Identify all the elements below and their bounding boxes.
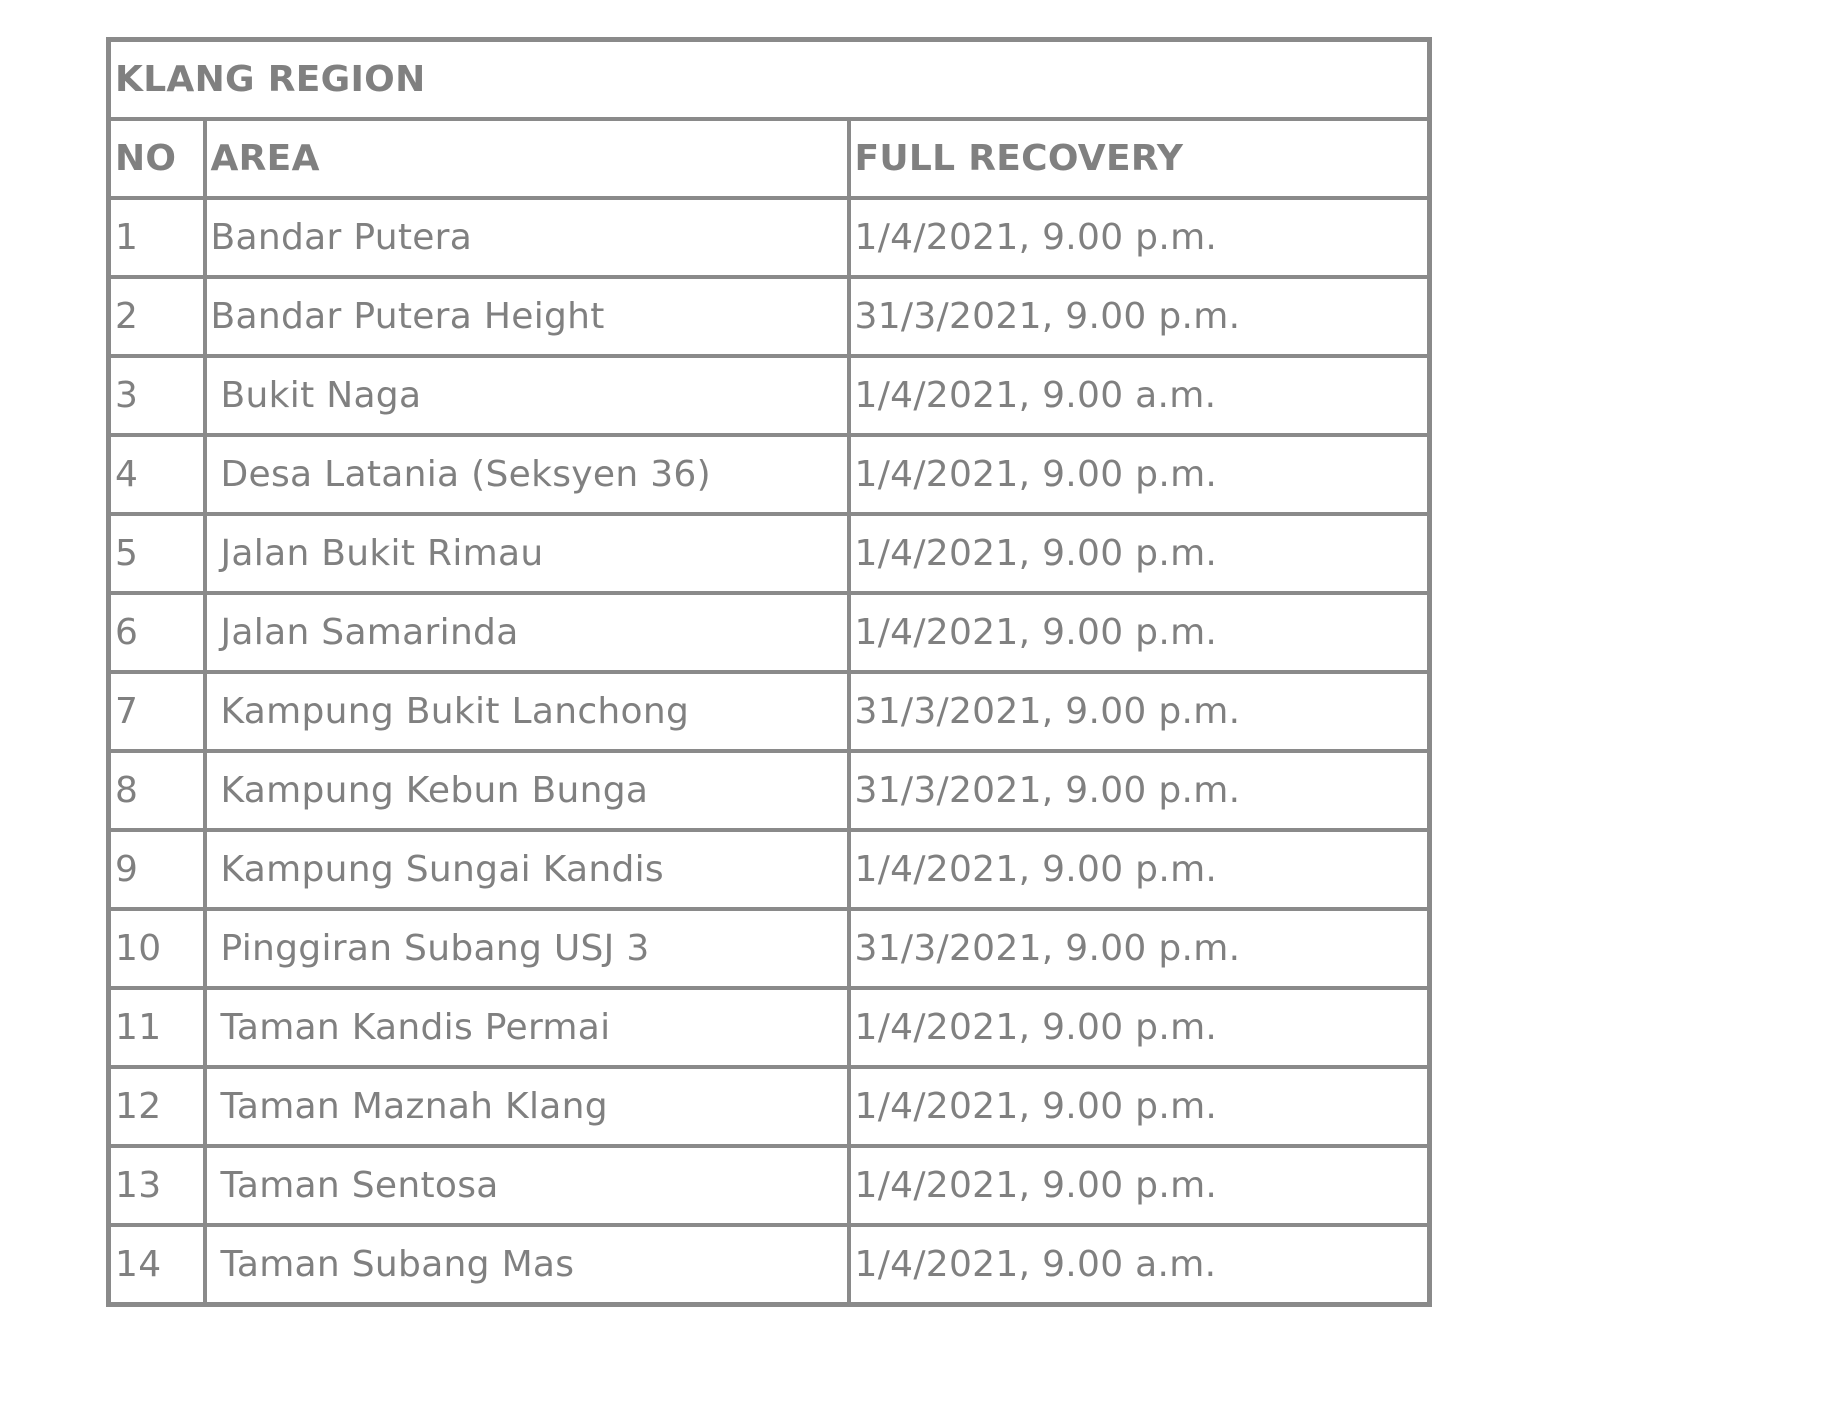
row-full-recovery: 1/4/2021, 9.00 p.m. xyxy=(849,593,1430,672)
row-full-recovery: 31/3/2021, 9.00 p.m. xyxy=(849,672,1430,751)
row-number: 13 xyxy=(109,1146,205,1225)
table-row xyxy=(109,672,1430,751)
row-area: Kampung Bukit Lanchong xyxy=(205,672,849,751)
row-full-recovery: 31/3/2021, 9.00 p.m. xyxy=(849,277,1430,356)
row-full-recovery: 1/4/2021, 9.00 p.m. xyxy=(849,1146,1430,1225)
row-number: 12 xyxy=(109,1067,205,1146)
row-area: Kampung Kebun Bunga xyxy=(205,751,849,830)
row-area: Bukit Naga xyxy=(205,356,849,435)
table-title-row xyxy=(109,40,1430,120)
table-row xyxy=(109,198,1430,277)
row-full-recovery: 1/4/2021, 9.00 p.m. xyxy=(849,435,1430,514)
table-row xyxy=(109,830,1430,909)
table-row xyxy=(109,277,1430,356)
row-area: Taman Subang Mas xyxy=(205,1225,849,1305)
row-area: Jalan Bukit Rimau xyxy=(205,514,849,593)
table-header-row xyxy=(109,119,1430,198)
table-row xyxy=(109,988,1430,1067)
row-number: 1 xyxy=(109,198,205,277)
row-number: 7 xyxy=(109,672,205,751)
table-row xyxy=(109,356,1430,435)
row-full-recovery: 1/4/2021, 9.00 a.m. xyxy=(849,356,1430,435)
row-number: 3 xyxy=(109,356,205,435)
row-full-recovery: 1/4/2021, 9.00 p.m. xyxy=(849,988,1430,1067)
row-area: Taman Kandis Permai xyxy=(205,988,849,1067)
row-area: Taman Sentosa xyxy=(205,1146,849,1225)
table-row xyxy=(109,751,1430,830)
header-area: AREA xyxy=(205,119,849,198)
row-number: 9 xyxy=(109,830,205,909)
header-no: NO xyxy=(109,119,205,198)
row-area: Bandar Putera Height xyxy=(205,277,849,356)
row-area: Kampung Sungai Kandis xyxy=(205,830,849,909)
row-number: 8 xyxy=(109,751,205,830)
row-number: 2 xyxy=(109,277,205,356)
row-full-recovery: 31/3/2021, 9.00 p.m. xyxy=(849,909,1430,988)
table-row xyxy=(109,1146,1430,1225)
row-number: 11 xyxy=(109,988,205,1067)
row-area: Jalan Samarinda xyxy=(205,593,849,672)
row-number: 4 xyxy=(109,435,205,514)
row-area: Desa Latania (Seksyen 36) xyxy=(205,435,849,514)
klang-region-table xyxy=(106,37,1432,1307)
table-row xyxy=(109,909,1430,988)
row-number: 14 xyxy=(109,1225,205,1305)
row-full-recovery: 31/3/2021, 9.00 p.m. xyxy=(849,751,1430,830)
region-title: KLANG REGION xyxy=(109,40,1430,120)
row-full-recovery: 1/4/2021, 9.00 p.m. xyxy=(849,1067,1430,1146)
table-row xyxy=(109,435,1430,514)
row-full-recovery: 1/4/2021, 9.00 p.m. xyxy=(849,198,1430,277)
row-area: Pinggiran Subang USJ 3 xyxy=(205,909,849,988)
row-area: Bandar Putera xyxy=(205,198,849,277)
row-number: 6 xyxy=(109,593,205,672)
region-table-container xyxy=(106,37,1427,1307)
table-row xyxy=(109,514,1430,593)
header-full-recovery: FULL RECOVERY xyxy=(849,119,1430,198)
table-row xyxy=(109,1225,1430,1305)
row-full-recovery: 1/4/2021, 9.00 p.m. xyxy=(849,514,1430,593)
row-full-recovery: 1/4/2021, 9.00 a.m. xyxy=(849,1225,1430,1305)
row-number: 5 xyxy=(109,514,205,593)
table-row xyxy=(109,1067,1430,1146)
row-area: Taman Maznah Klang xyxy=(205,1067,849,1146)
table-row xyxy=(109,593,1430,672)
row-number: 10 xyxy=(109,909,205,988)
row-full-recovery: 1/4/2021, 9.00 p.m. xyxy=(849,830,1430,909)
